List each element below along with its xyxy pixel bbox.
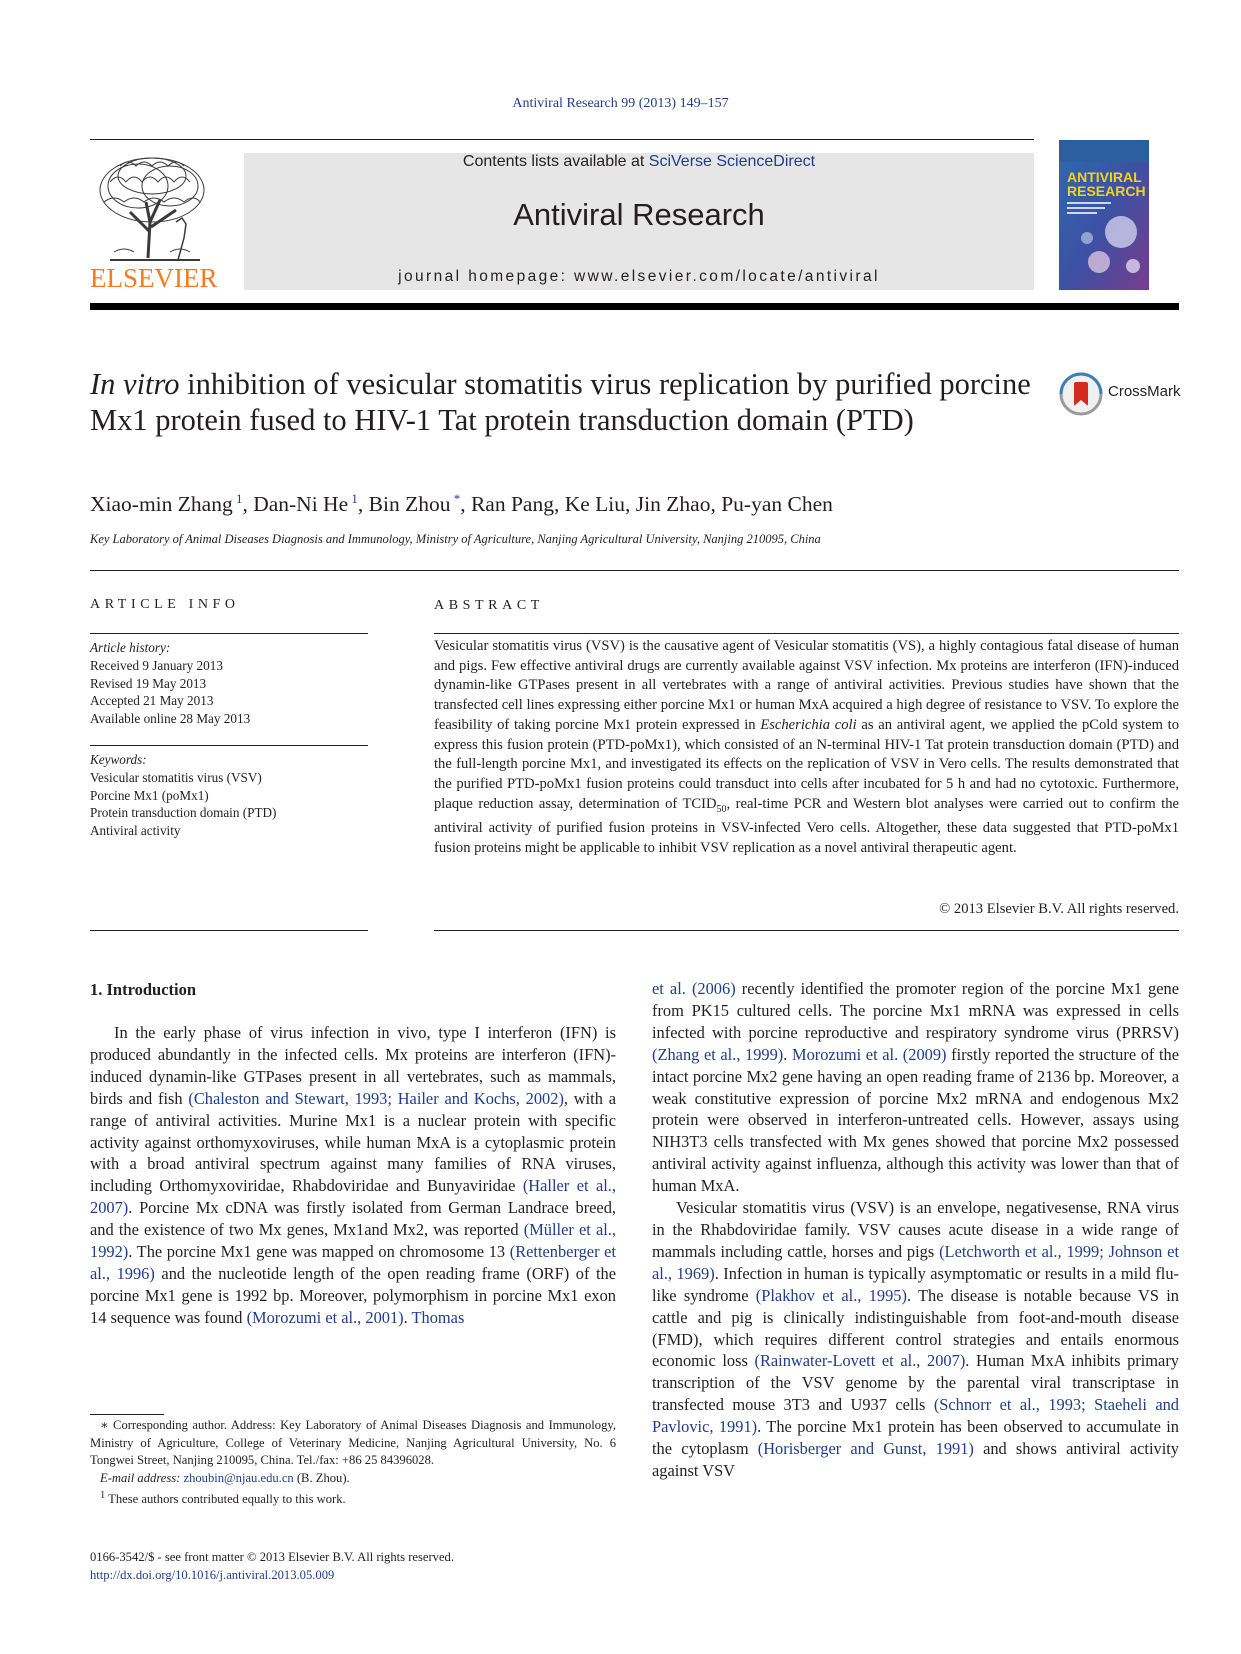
crossmark-icon xyxy=(1059,372,1103,416)
body-text: . xyxy=(783,1044,792,1064)
journal-citation[interactable]: Antiviral Research 99 (2013) 149–157 xyxy=(512,96,729,111)
body-text: and shows antiviral activity against VSV xyxy=(652,1439,1180,1480)
journal-name: Antiviral Research xyxy=(513,197,765,232)
author-name: Ke Liu xyxy=(564,492,626,517)
doi-link[interactable]: http://dx.doi.org/10.1016/j.antiviral.2013.05.009 xyxy=(90,1568,335,1582)
abstract-text: , real-time PCR and Western blot analyses were carried out to confirm the antiviral activity of purified fusion proteins in VSV-infected Vero cells. Altogether, these data suggested that PTD-poMx1 fusion proteins might be applicable to inhibit VSV replication as a novel antiviral therapeutic agent. xyxy=(434,795,1179,856)
history-received: Received 9 January 2013 xyxy=(90,657,223,673)
citation-link[interactable]: (Rainwater-Lovett et al., 2007) xyxy=(754,1351,966,1371)
abstract-heading: ABSTRACT xyxy=(434,598,544,613)
author-name: Ran Pang xyxy=(470,492,554,517)
citation-link[interactable]: (Morozumi et al., 2001) xyxy=(246,1307,404,1327)
abstract-rule xyxy=(434,633,1179,634)
author-name: Bin Zhou xyxy=(368,492,451,517)
elsevier-wordmark: ELSEVIER xyxy=(90,263,218,293)
citation-link[interactable]: Thomas xyxy=(411,1307,465,1327)
body-text: . The porcine Mx1 gene was mapped on chromosome 13 xyxy=(128,1242,510,1262)
footnote-equal-text: These authors contributed equally to this work. xyxy=(105,1492,346,1507)
email-label: E-mail address: xyxy=(100,1470,184,1485)
body-text: . Human MxA inhibits primary transcription of the VSV genome by the parental viral transcriptase in transfected mouse 3T3 and U937 cells xyxy=(652,1351,1179,1415)
body-text: . xyxy=(403,1307,412,1327)
crossmark-badge[interactable] xyxy=(1059,372,1184,416)
author-name: Pu-yan Chen xyxy=(721,492,833,517)
contents-prefix: Contents lists available at xyxy=(462,153,649,170)
citation-link[interactable]: (Zhang et al., 1999) xyxy=(652,1044,784,1064)
elsevier-tree-icon xyxy=(90,152,216,264)
author-name: Jin Zhao xyxy=(635,492,711,517)
footnote-corresponding: ∗ Corresponding author. Address: Key Laboratory of Animal Diseases Diagnosis and Immunology, Ministry of Agriculture, College of Veterinary Medicine, Nanjing Agricultural University, No. 6 Tongwei Street, Nanjing 210095, China. Tel./fax: +86 25 84396028. xyxy=(90,1418,616,1467)
title-text: inhibition of vesicular stomatitis virus replication by purified porcine Mx1 protein fused to HIV-1 Tat protein transduction domain (PTD) xyxy=(90,367,1031,437)
citation-link[interactable]: (Rettenberger et al., 1996) xyxy=(90,1242,616,1283)
history-online: Available online 28 May 2013 xyxy=(90,711,251,727)
title-italic: In vitro xyxy=(90,367,180,401)
keyword: Protein transduction domain (PTD) xyxy=(90,805,277,821)
affiliation: Key Laboratory of Animal Diseases Diagnosis and Immunology, Ministry of Agriculture, Nanjing Agricultural University, Nanjing 210095, China xyxy=(90,532,821,546)
body-column-right xyxy=(652,978,1179,1482)
paragraph xyxy=(652,978,1179,1197)
abstract-body xyxy=(434,637,1179,859)
history-revised: Revised 19 May 2013 xyxy=(90,675,207,691)
body-text: . Porcine Mx cDNA was firstly isolated from German Landrace breed, and the existence of two Mx genes, Mx1and Mx2, was reported xyxy=(90,1198,616,1240)
article-info-heading: ARTICLE INFO xyxy=(90,597,240,612)
body-text: Vesicular stomatitis virus (VSV) is an envelope, negativesense, RNA virus in the Rhabdoviridae family. VSV causes acute disease in a wide range of mammals including cattle, horses and pigs xyxy=(652,1198,1179,1261)
body-text: and the nucleotide length of the open reading frame (ORF) of the porcine Mx1 gene is 1992 bp. Moreover, polymorphism in porcine Mx1 exon 14 sequence was found xyxy=(90,1263,616,1327)
sciencedirect-link[interactable]: SciVerse ScienceDirect xyxy=(648,153,816,170)
abstract-italic: Escherichia coli xyxy=(760,716,857,733)
body-text: . The porcine Mx1 protein has been observed to accumulate in the cytoplasm xyxy=(652,1417,1179,1459)
journal-homepage[interactable]: journal homepage: www.elsevier.com/locate/antiviral xyxy=(398,268,880,285)
author-list: Xiao-min Zhang $^1$, Dan-Ni He $^1$, Bin Zhou *, Ran Pang, Ke Liu, Jin Zhao, Pu-yan Chen xyxy=(90,491,833,517)
abstract-subscript: 50 xyxy=(716,803,727,815)
paragraph xyxy=(90,1022,616,1329)
email-suffix: (B. Zhou). xyxy=(293,1470,350,1485)
citation-link[interactable]: (Chaleston and Stewart, 1993; Hailer and Kochs, 2002) xyxy=(188,1088,564,1108)
body-column-left xyxy=(90,1022,616,1329)
history-accepted: Accepted 21 May 2013 xyxy=(90,693,214,709)
crossmark-label: CrossMark xyxy=(1108,383,1181,400)
author-affiliation-mark[interactable]: * xyxy=(450,491,461,506)
citation-link[interactable]: Morozumi et al. (2009) xyxy=(792,1044,947,1064)
keywords xyxy=(90,751,276,840)
journal-cover-image xyxy=(1059,140,1149,290)
journal-masthead xyxy=(244,153,1034,290)
elsevier-logo xyxy=(90,152,216,292)
abstract-copyright: © 2013 Elsevier B.V. All rights reserved. xyxy=(939,901,1179,917)
issn-line: 0166-3542/$ - see front matter © 2013 Elsevier B.V. All rights reserved. xyxy=(90,1550,454,1564)
citation-link[interactable]: (Plakhov et al., 1995) xyxy=(755,1285,907,1305)
citation-link[interactable]: (Schnorr et al., 1993; Staeheli and Pavlovic, 1991) xyxy=(652,1395,1179,1437)
citation-link[interactable]: (Horisberger and Gunst, 1991) xyxy=(757,1439,974,1459)
abstract-text: as an antiviral agent, we applied the pCold system to express this fusion protein (PTD-poMx1), which consisted of an N-terminal HIV-1 Tat protein transduction domain (PTD) and the full-length porcine Mx1, and investigated its effects on the replication of VSV in Vero cells. The results demonstrated that the purified PTD-poMx1 fusion proteins could transduct into cells after incubated for 5 h and had no cytotoxic. Furthermore, plaque reduction assay, determination of TCID xyxy=(434,716,1179,812)
info-rule xyxy=(90,633,368,634)
author-name: Xiao-min Zhang xyxy=(90,492,233,517)
article-title xyxy=(90,366,1050,438)
paragraph xyxy=(652,1197,1179,1482)
abstract-rule xyxy=(434,930,1179,931)
keyword: Antiviral activity xyxy=(90,823,181,839)
body-text: In the early phase of virus infection in vivo, type I interferon (IFN) is produced abundantly in the infected cells. Mx proteins are interferon (IFN)-induced dynamin-like GTPases present in all vertebrates, such as mammals, birds and fish xyxy=(90,1023,616,1108)
section-heading: 1. Introduction xyxy=(90,980,197,999)
email-link[interactable]: zhoubin@njau.edu.cn xyxy=(183,1470,294,1485)
footnote-rule xyxy=(90,1414,164,1415)
contents-line xyxy=(244,153,1034,171)
journal-cover xyxy=(1059,140,1149,290)
article-history xyxy=(90,639,250,728)
header-thick-rule xyxy=(90,303,1179,310)
citation-link[interactable]: (Haller et al., 2007) xyxy=(90,1176,616,1218)
info-rule xyxy=(90,745,368,746)
footnote-email xyxy=(90,1470,616,1488)
author-affiliation-mark[interactable]: 1 xyxy=(348,491,358,506)
header-rule xyxy=(90,139,1034,140)
body-text: . Infection in human is typically asymptomatic or results in a mild flu-like syndrome xyxy=(652,1263,1179,1305)
abstract-text: Vesicular stomatitis virus (VSV) is the causative agent of Vesicular stomatitis (VS), a highly contagious fatal disease of human and pigs. Few effective antiviral drugs are currently available against VSV infection. Mx proteins are interferon (IFN)-induced dynamin-like GTPases present in all vertebrates with a range of antiviral activities. Previous studies have shown that the transfected cell lines expressing either porcine Mx1 or human MxA acquired a high degree of resistance to VSV. To explore the feasibility of taking porcine Mx1 protein expressed in xyxy=(434,638,1179,733)
citation-link[interactable]: (Letchworth et al., 1999; Johnson et al., 1969) xyxy=(652,1241,1180,1283)
keyword: Porcine Mx1 (poMx1) xyxy=(90,787,209,803)
citation-link[interactable]: (Müller et al., 1992) xyxy=(90,1220,616,1262)
history-label: Article history: xyxy=(90,640,171,655)
author-affiliation-mark[interactable]: 1 xyxy=(232,491,243,506)
affiliation-rule xyxy=(90,570,1179,571)
body-text: firstly reported the structure of the intact porcine Mx2 gene having an open reading frame of 2136 bp. Moreover, a weak constitutive expression of porcine Mx2 mRNA and endogenous Mx2 protein were observed in interferon-untreated cells. However, assays using NIH3T3 cells transfected with Mx genes showed that porcine Mx2 possessed antiviral activity against influenza, although this activity was lower than that of human MxA. xyxy=(652,1044,1179,1196)
footnote-mark: 1 xyxy=(100,1490,106,1501)
cover-title: ANTIVIRAL RESEARCH xyxy=(1067,169,1146,199)
keyword: Vesicular stomatitis virus (VSV) xyxy=(90,769,262,785)
issn-block xyxy=(90,1548,454,1584)
footnotes xyxy=(90,1417,616,1509)
citation-link[interactable]: et al. (2006) xyxy=(652,979,736,998)
info-rule xyxy=(90,930,368,931)
author-name: Dan-Ni He xyxy=(253,492,349,517)
keywords-label: Keywords: xyxy=(90,752,147,767)
body-text: recently identified the promoter region of the porcine Mx1 gene from PK15 cultured cells. The porcine Mx1 mRNA was expressed in cells infected with porcine reproductive and respiratory syndrome virus (PRRSV) xyxy=(652,979,1179,1042)
footnote-equal xyxy=(90,1487,616,1509)
body-text: , with a range of antiviral activities. Murine Mx1 is a nuclear protein with specific activity against orthomyxoviruses, while human MxA is a cytoplasmic protein with a broad antiviral spectrum against many families of RNA viruses, including Orthomyxoviridae, Rhabdoviridae and Bunyaviridae xyxy=(90,1088,616,1196)
body-text: . The disease is notable because VS in cattle and pig is clinically indistinguishable from foot-and-mouth disease (FMD), which requires different control strategies and entails enormous economic loss xyxy=(652,1285,1179,1371)
